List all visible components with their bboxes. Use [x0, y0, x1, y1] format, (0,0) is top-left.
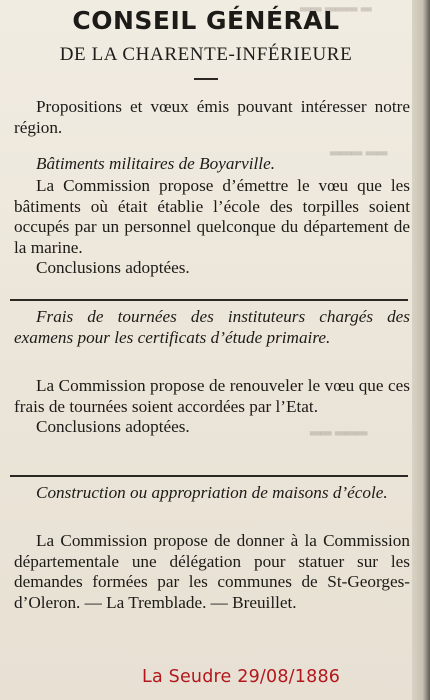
- section-conclusion: Conclusions adoptées.: [36, 417, 190, 436]
- section-conclusion: Conclusions adoptées.: [36, 258, 190, 277]
- section-paragraph: La Commission propose d’émettre le vœu que les bâtiments où était établie l’école des torpilles soient occupés par un personnel quelconque du département de la marine.: [14, 176, 410, 257]
- bleed-through-decoration: ▂▂ ▂▂▂: [310, 421, 368, 436]
- source-caption: La Seudre 29/08/1886: [142, 667, 341, 687]
- section-body: [14, 376, 410, 438]
- section-body: [14, 531, 410, 613]
- bleed-through-decoration: ▂▂ ▂▂▂ ▂: [300, 0, 372, 12]
- section-title: Frais de tournées des instituteurs chargés des examens pour les certificats d’étude primaire.: [14, 307, 410, 347]
- section-separator: [10, 299, 408, 301]
- section-body: [14, 176, 410, 279]
- article-heading: CONSEIL GÉNÉRAL: [72, 6, 340, 35]
- bleed-through-decoration: ▂▂▂ ▂▂: [330, 141, 388, 156]
- section-paragraph: La Commission propose de renouveler le vœu que ces frais de tournées soient accordées par l’Etat.: [14, 376, 410, 416]
- section-paragraph: La Commission propose de donner à la Commission départementale une délégation pour statuer sur les demandes formées par les communes de St-Georges-d’Oleron. — La Tremblade. — Breuillet.: [14, 531, 410, 612]
- section-separator: [10, 475, 408, 477]
- heading-rule: [194, 78, 218, 80]
- section-title: Construction ou appropriation de maisons d’école.: [36, 483, 388, 502]
- section-title: Bâtiments militaires de Boyarville.: [36, 154, 275, 173]
- article-intro: Propositions et vœux émis pouvant intéresser notre région.: [14, 97, 410, 137]
- article-subheading: DE LA CHARENTE-INFÉRIEURE: [59, 44, 353, 65]
- page-edge: [412, 0, 430, 700]
